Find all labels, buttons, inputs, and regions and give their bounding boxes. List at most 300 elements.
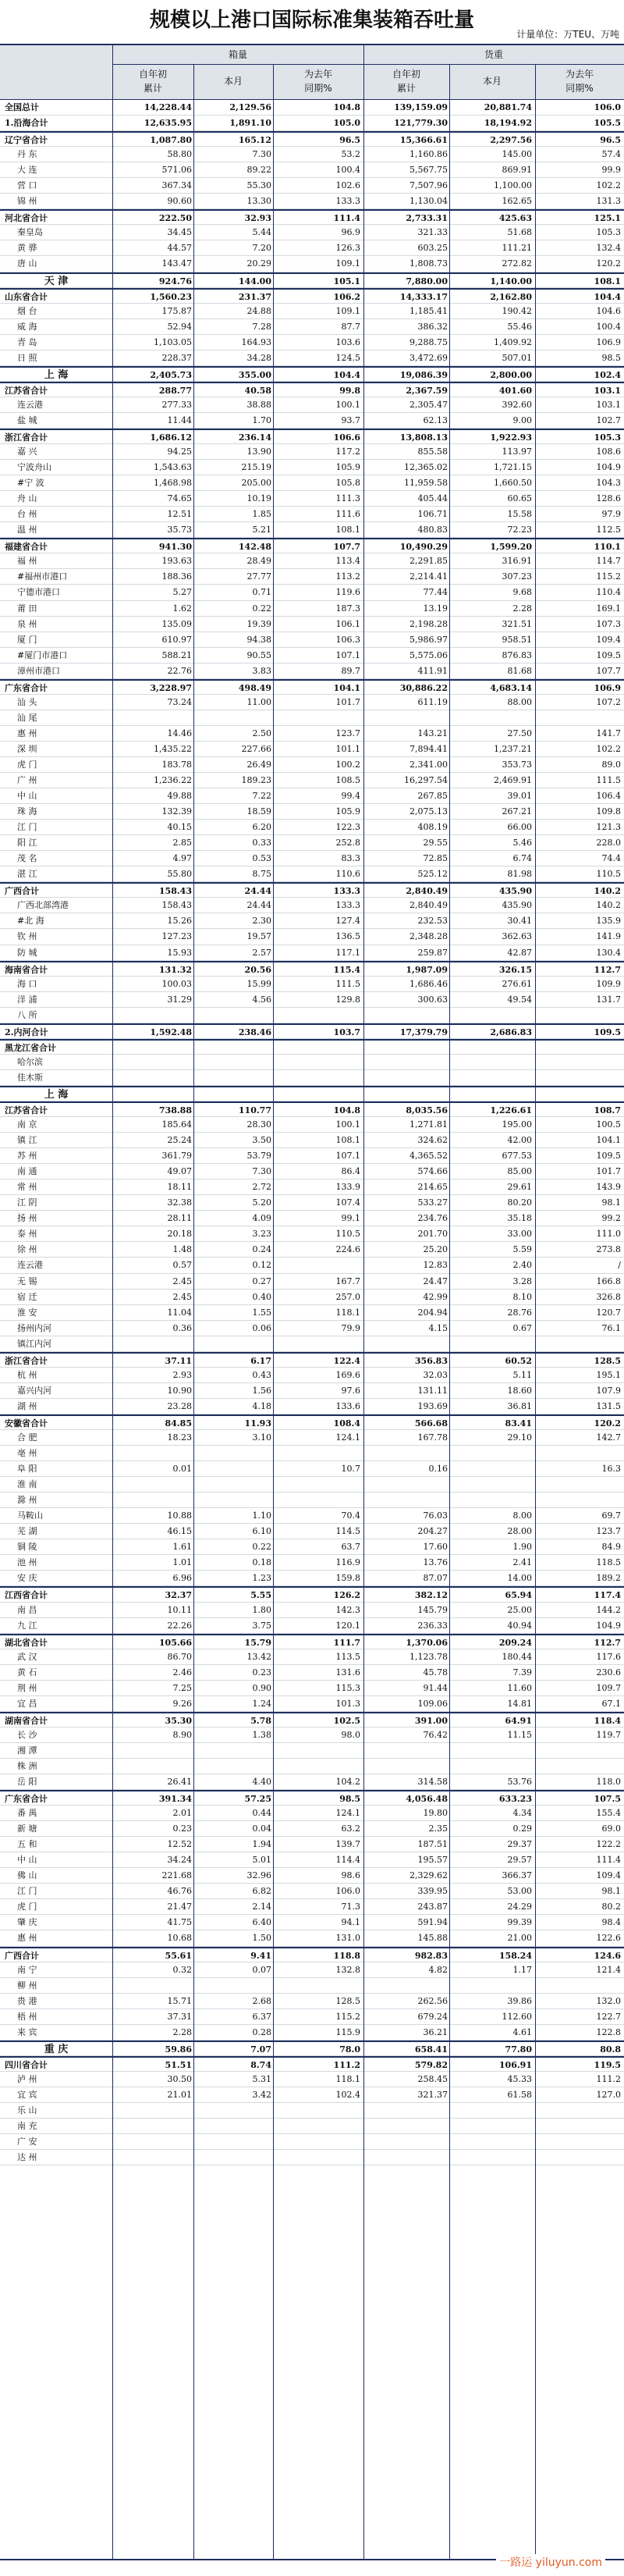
row-value-4: 525.12 — [417, 869, 448, 880]
row-value-2 — [195, 1087, 271, 1103]
row-value-1: 40.15 — [167, 822, 192, 833]
row-value-2: 5.55 — [250, 1590, 271, 1601]
row-name: 南 宁 — [17, 1964, 37, 1975]
row-value-6: 109.4 — [596, 634, 621, 645]
row-value-4: 13,808.13 — [399, 432, 448, 443]
table-row — [0, 820, 624, 835]
row-name: 厦 门 — [17, 634, 37, 645]
table-row — [0, 1539, 624, 1555]
row-value-3: 106.3 — [335, 634, 360, 645]
row-name: 江苏省合计 — [5, 385, 48, 396]
row-value-1: 28.11 — [167, 1213, 192, 1224]
row-value-2: 3.50 — [252, 1135, 271, 1146]
row-value-3: 105.9 — [335, 462, 360, 473]
row-value-1 — [115, 1087, 192, 1103]
row-value-4: 15,366.61 — [399, 135, 448, 146]
row-value-3: 110.5 — [335, 1229, 360, 1240]
row-name: 镇江内河 — [17, 1338, 51, 1349]
table-row — [0, 1899, 624, 1915]
row-value-3: 96.5 — [339, 135, 360, 146]
row-name: 黄 骅 — [17, 243, 37, 254]
row-value-2: 355.00 — [238, 369, 271, 380]
row-value-2 — [195, 1477, 271, 1493]
row-value-3: 94.1 — [341, 1917, 360, 1928]
row-value-2: 28.49 — [246, 556, 271, 567]
row-value-6: 110.1 — [594, 542, 621, 553]
row-value-6: 111.0 — [596, 1229, 621, 1240]
row-name: 上 海 — [44, 368, 69, 381]
row-value-4: 4.82 — [428, 1964, 448, 1975]
row-value-4: 405.44 — [417, 493, 448, 504]
row-value-3: 100.1 — [335, 399, 360, 410]
row-value-3: 126.3 — [335, 243, 360, 254]
row-value-6: 122.6 — [596, 1933, 621, 1944]
row-value-6: 128.5 — [594, 1355, 621, 1366]
row-value-4: 139,159.09 — [394, 102, 448, 112]
row-value-1: 14,228.44 — [144, 102, 192, 112]
table-row — [0, 256, 624, 272]
row-value-1: 18.11 — [167, 1182, 192, 1193]
row-value-4: 5,986.97 — [410, 634, 448, 645]
row-value-2: 205.00 — [241, 478, 271, 489]
row-value-6: 144.2 — [596, 1604, 621, 1615]
row-value-3: 113.4 — [335, 556, 360, 567]
row-value-5: 3.28 — [512, 1276, 532, 1286]
row-value-6: 128.6 — [596, 493, 621, 504]
row-value-5: 876.83 — [502, 649, 532, 660]
row-value-1: 1.48 — [172, 1244, 192, 1255]
row-value-1: 6.96 — [172, 1573, 192, 1584]
row-value-2: 165.12 — [238, 135, 271, 146]
row-name: 江 门 — [17, 1886, 37, 1897]
header-ytd-weight: 自年初 累计 — [392, 69, 420, 94]
row-value-1 — [115, 2150, 192, 2165]
row-value-6: 111.5 — [596, 775, 621, 786]
row-value-2: 40.58 — [244, 385, 271, 396]
table-row — [0, 522, 624, 538]
row-value-3: 104.8 — [333, 102, 360, 112]
row-value-6: 111.2 — [596, 2073, 621, 2084]
row-name: 台 州 — [17, 509, 37, 520]
row-value-4: 17,379.79 — [399, 1026, 448, 1037]
row-value-1: 11.44 — [167, 415, 192, 425]
row-name: 汕 尾 — [17, 712, 37, 723]
row-value-2: 7.30 — [252, 1166, 271, 1177]
row-value-6: 155.4 — [596, 1808, 621, 1819]
row-value-4: 408.19 — [417, 822, 448, 833]
row-value-4: 1,123.78 — [410, 1651, 448, 1662]
row-value-4: 1,686.46 — [410, 978, 448, 989]
row-value-3: 98.0 — [341, 1729, 360, 1740]
row-value-1: 277.33 — [161, 399, 192, 410]
row-value-3: 109.1 — [335, 258, 360, 269]
row-value-2: 0.12 — [252, 1260, 271, 1271]
row-value-5 — [451, 1446, 532, 1461]
row-value-3: 117.1 — [335, 947, 360, 958]
row-value-2: 38.88 — [246, 399, 271, 410]
row-value-4: 579.82 — [414, 2059, 448, 2070]
table-row — [0, 553, 624, 569]
row-name: 防 城 — [17, 947, 37, 958]
row-value-4: 591.94 — [417, 1917, 448, 1928]
table-row — [0, 1179, 624, 1195]
row-value-2: 6.20 — [252, 822, 271, 833]
row-value-2: 0.28 — [252, 2026, 271, 2037]
row-value-5: 4.34 — [512, 1808, 532, 1819]
row-value-1: 391.34 — [158, 1794, 192, 1805]
row-value-5: 2,686.83 — [490, 1026, 532, 1037]
row-value-2: 215.19 — [241, 462, 271, 473]
row-value-6: 105.3 — [596, 227, 621, 238]
row-value-1: 2.85 — [172, 838, 192, 849]
row-value-2: 4.09 — [252, 1213, 271, 1224]
row-value-5: 7.39 — [512, 1667, 532, 1678]
row-value-1: 1,560.23 — [150, 291, 192, 302]
row-value-4: 611.19 — [417, 696, 448, 707]
row-value-4: 204.94 — [417, 1307, 448, 1318]
row-name: 乐 山 — [17, 2105, 37, 2115]
row-value-1: 158.43 — [161, 900, 192, 911]
row-value-5: 9.68 — [512, 587, 532, 598]
row-value-5: 435.90 — [498, 886, 532, 897]
row-value-2: 0.40 — [252, 1291, 271, 1302]
row-value-3: 133.3 — [335, 900, 360, 911]
row-value-1: 49.07 — [167, 1166, 192, 1177]
header-group-weight: 货重 — [484, 49, 503, 60]
row-value-4: 87.07 — [423, 1573, 448, 1584]
row-value-4: 36.21 — [423, 2026, 448, 2037]
row-value-2: 18.59 — [246, 806, 271, 817]
row-value-4: 236.33 — [417, 1620, 448, 1631]
row-value-5: 15.58 — [507, 509, 532, 520]
row-value-1 — [115, 2103, 192, 2119]
table-row — [0, 2056, 624, 2072]
row-value-4: 4,056.48 — [406, 1794, 448, 1805]
row-value-4: 17.60 — [423, 1542, 448, 1553]
row-value-2: 1.94 — [252, 1839, 271, 1850]
table-row — [0, 1352, 624, 1368]
row-value-3: 107.4 — [335, 1197, 360, 1208]
row-name: #厦门市港口 — [17, 649, 68, 660]
row-value-6: 109.8 — [596, 806, 621, 817]
row-value-1: 2.45 — [172, 1291, 192, 1302]
row-value-1: 2.28 — [172, 2026, 192, 2037]
row-value-5: 11.15 — [507, 1729, 532, 1740]
row-value-6: 121.3 — [596, 822, 621, 833]
row-value-6 — [538, 1743, 621, 1759]
row-value-2: 6.17 — [250, 1355, 271, 1366]
row-value-3: 252.8 — [335, 838, 360, 849]
row-value-2: 24.44 — [246, 900, 271, 911]
row-value-2: 1.23 — [252, 1573, 271, 1584]
table-row — [0, 1727, 624, 1743]
row-value-6: 80.8 — [600, 2044, 621, 2055]
row-value-6: 106.9 — [594, 682, 621, 693]
row-value-6: 100.5 — [596, 1119, 621, 1130]
row-value-6 — [538, 1978, 621, 1994]
row-value-4: 106.71 — [417, 509, 448, 520]
row-value-6: 141.9 — [596, 931, 621, 942]
row-value-2: 13.30 — [246, 196, 271, 207]
row-name: 达 州 — [17, 2152, 37, 2163]
table-row — [0, 742, 624, 757]
row-value-4 — [367, 710, 448, 726]
row-name: 2.内河合计 — [5, 1026, 48, 1037]
table-row — [0, 475, 624, 491]
row-value-5: 18.60 — [507, 1385, 532, 1396]
row-value-3 — [276, 1070, 360, 1086]
row-value-6: 109.5 — [594, 1026, 621, 1037]
row-value-2: 5.31 — [252, 2073, 271, 2084]
row-name: 广西北部湾港 — [17, 900, 69, 911]
row-value-5: 1.90 — [512, 1542, 532, 1553]
table-row — [0, 1258, 624, 1273]
table-row — [0, 1117, 624, 1133]
row-value-1: 738.88 — [158, 1105, 192, 1115]
row-value-6 — [538, 1055, 621, 1070]
row-value-1: 10.90 — [167, 1385, 192, 1396]
row-name: 池 州 — [17, 1557, 37, 1568]
row-value-5: 1,409.92 — [494, 336, 532, 347]
row-value-5: 180.44 — [502, 1651, 532, 1662]
row-value-2: 0.22 — [252, 603, 271, 614]
row-name: 亳 州 — [17, 1448, 37, 1459]
row-value-2 — [195, 1446, 271, 1461]
row-name: 莆 田 — [17, 603, 37, 614]
row-name: 镇 江 — [17, 1135, 37, 1146]
row-name: 八 所 — [17, 1009, 37, 1020]
table-row — [0, 100, 624, 116]
row-value-1: 44.57 — [167, 243, 192, 254]
row-value-4: 72.85 — [423, 853, 448, 864]
row-value-2: 32.93 — [244, 213, 271, 224]
row-name: 来 宾 — [17, 2026, 37, 2037]
row-value-1: 12.52 — [167, 1839, 192, 1850]
row-value-5: 42.87 — [507, 947, 532, 958]
row-value-6: 119.7 — [596, 1729, 621, 1740]
table-row — [0, 1023, 624, 1039]
table-row — [0, 538, 624, 553]
row-value-3: 131.6 — [335, 1667, 360, 1678]
row-value-1 — [115, 2134, 192, 2150]
row-value-6: 273.8 — [596, 1244, 621, 1255]
table-row — [0, 1226, 624, 1242]
row-value-5: 162.65 — [502, 196, 532, 207]
row-value-2: 1.85 — [252, 509, 271, 520]
row-value-4: 3,472.69 — [410, 352, 448, 363]
table-row — [0, 1634, 624, 1649]
row-value-5: 1,599.20 — [490, 542, 532, 553]
row-value-5: 27.50 — [507, 728, 532, 738]
row-name: 中 山 — [17, 791, 37, 802]
row-value-6: 103.1 — [596, 399, 621, 410]
row-name: 新 塘 — [17, 1823, 37, 1834]
row-value-6: 119.5 — [594, 2059, 621, 2070]
table-row — [0, 710, 624, 726]
row-value-5: 869.91 — [502, 165, 532, 176]
table-row — [0, 569, 624, 585]
row-value-2: 2.14 — [252, 1902, 271, 1912]
row-value-1 — [115, 2119, 192, 2134]
row-value-5: 40.94 — [507, 1620, 532, 1631]
table-row — [0, 757, 624, 773]
row-name: 海 口 — [17, 978, 37, 989]
row-value-6: 16.3 — [601, 1464, 621, 1475]
row-name: 湖 州 — [17, 1400, 37, 1411]
row-value-1: 610.97 — [161, 634, 192, 645]
row-value-6: 131.3 — [596, 196, 621, 207]
row-value-2: 7.07 — [250, 2044, 271, 2055]
row-value-4: 91.44 — [423, 1682, 448, 1693]
row-name: 汕 头 — [17, 696, 37, 707]
row-name: 福 州 — [17, 556, 37, 567]
row-value-5: 25.00 — [507, 1604, 532, 1615]
row-value-6: 107.9 — [596, 1385, 621, 1396]
row-name: 湛 江 — [17, 869, 37, 880]
row-value-6: 166.8 — [596, 1276, 621, 1286]
row-value-1: 18.23 — [167, 1432, 192, 1443]
row-name: 湖南省合计 — [5, 1715, 48, 1726]
row-value-4: 603.25 — [417, 243, 448, 254]
row-value-4: 267.85 — [417, 791, 448, 802]
row-value-2: 5.21 — [252, 525, 271, 535]
table-row — [0, 178, 624, 194]
row-value-6: 230.6 — [596, 1667, 621, 1678]
row-name: 漳州市港口 — [17, 665, 60, 676]
row-value-6: 131.7 — [596, 994, 621, 1005]
row-name: 秦皇岛 — [17, 227, 43, 238]
row-value-3: 133.3 — [335, 196, 360, 207]
row-name: 贵 港 — [17, 1995, 37, 2006]
row-value-5: 1,660.50 — [494, 478, 532, 489]
row-value-4: 13.76 — [423, 1557, 448, 1568]
row-name: 株 洲 — [17, 1760, 37, 1771]
row-value-1: 941.30 — [158, 542, 192, 553]
row-value-1: 2.46 — [172, 1667, 192, 1678]
row-value-5: 145.00 — [502, 149, 532, 160]
row-value-3: 10.7 — [341, 1464, 360, 1475]
row-value-3: 78.0 — [339, 2044, 360, 2055]
row-name: 肇 庆 — [17, 1917, 37, 1928]
row-name: 梧 州 — [17, 2011, 37, 2022]
row-value-6: 122.8 — [596, 2026, 621, 2037]
row-value-4: 121,779.30 — [394, 118, 448, 129]
table-row — [0, 882, 624, 898]
row-value-1: 10.11 — [167, 1604, 192, 1615]
row-value-1: 222.50 — [158, 213, 192, 224]
row-value-4: 77.44 — [423, 587, 448, 598]
row-value-2: 3.10 — [252, 1432, 271, 1443]
row-name: 湘 潭 — [17, 1745, 37, 1756]
row-value-3: 129.8 — [335, 994, 360, 1005]
row-name: 合 肥 — [17, 1432, 37, 1443]
row-name: 宜 昌 — [17, 1698, 37, 1709]
row-name: 泉 州 — [17, 618, 37, 629]
row-value-1: 135.09 — [161, 618, 192, 629]
table-row — [0, 429, 624, 444]
row-value-4: 145.88 — [417, 1933, 448, 1944]
row-value-5: 21.00 — [507, 1933, 532, 1944]
row-value-2: 1.50 — [252, 1933, 271, 1944]
row-value-6: 142.7 — [596, 1432, 621, 1443]
row-value-3: 126.2 — [333, 1590, 360, 1601]
row-value-3: 63.2 — [341, 1823, 360, 1834]
row-value-1: 10.68 — [167, 1933, 192, 1944]
row-value-5: 195.00 — [502, 1119, 532, 1130]
row-value-6: 114.7 — [596, 556, 621, 567]
row-value-3: 97.6 — [341, 1385, 360, 1396]
row-value-3: 99.8 — [339, 385, 360, 396]
row-value-4 — [367, 1759, 448, 1774]
row-value-6: 106.0 — [594, 102, 621, 112]
row-value-5: 5.46 — [512, 838, 532, 849]
row-value-3: 133.3 — [333, 886, 360, 897]
row-value-2: 6.40 — [252, 1917, 271, 1928]
row-value-2: 5.01 — [252, 1855, 271, 1866]
row-name: 洋 浦 — [17, 994, 37, 1005]
row-value-3: 100.1 — [335, 1119, 360, 1130]
row-value-6: 103.1 — [594, 385, 621, 396]
row-value-1: 1,686.12 — [150, 432, 192, 443]
row-value-1: 58.80 — [167, 149, 192, 160]
row-value-5: 2,297.56 — [490, 135, 532, 146]
row-value-5: 1,237.21 — [494, 743, 532, 754]
table-row — [0, 366, 624, 382]
row-value-6: 104.3 — [596, 478, 621, 489]
row-name: 南 充 — [17, 2121, 37, 2132]
row-value-2: 1.10 — [252, 1510, 271, 1521]
row-value-5: 8.10 — [512, 1291, 532, 1302]
row-value-4: 193.69 — [417, 1400, 448, 1411]
row-value-4 — [367, 1041, 448, 1056]
table-row — [0, 240, 624, 256]
row-value-6: 195.1 — [596, 1369, 621, 1380]
table-row — [0, 1821, 624, 1837]
row-value-5: 0.29 — [512, 1823, 532, 1834]
row-value-6: 106.9 — [596, 336, 621, 347]
row-value-6: 123.7 — [596, 1526, 621, 1537]
row-value-5 — [451, 1070, 532, 1086]
table-row — [0, 992, 624, 1008]
row-value-6: 143.9 — [596, 1182, 621, 1193]
row-value-3: 102.5 — [333, 1715, 360, 1726]
row-value-4: 7,507.96 — [410, 180, 448, 191]
row-value-6: 74.4 — [601, 853, 621, 864]
table-row — [0, 1290, 624, 1305]
row-name: 上 海 — [44, 1088, 69, 1101]
row-value-3: 133.9 — [335, 1182, 360, 1193]
row-value-2: 0.53 — [252, 853, 271, 864]
row-name: 佳木斯 — [17, 1072, 43, 1083]
row-value-5: 2,162.80 — [490, 291, 532, 302]
table-row — [0, 507, 624, 522]
row-value-1: 73.24 — [167, 696, 192, 707]
row-value-3: 63.7 — [341, 1542, 360, 1553]
row-value-4: 204.27 — [417, 1526, 448, 1537]
row-value-6: 97.9 — [601, 509, 621, 520]
row-value-5 — [451, 2119, 532, 2134]
table-row — [0, 162, 624, 178]
row-value-4: 2,198.28 — [410, 618, 448, 629]
table-row — [0, 1164, 624, 1179]
row-value-1: 7.25 — [172, 1682, 192, 1693]
table-row — [0, 929, 624, 945]
table-row — [0, 977, 624, 992]
row-value-4: 321.37 — [417, 2089, 448, 2100]
row-name: 茂 名 — [17, 853, 37, 864]
row-value-6 — [538, 1008, 621, 1023]
row-value-3: 110.6 — [335, 869, 360, 880]
